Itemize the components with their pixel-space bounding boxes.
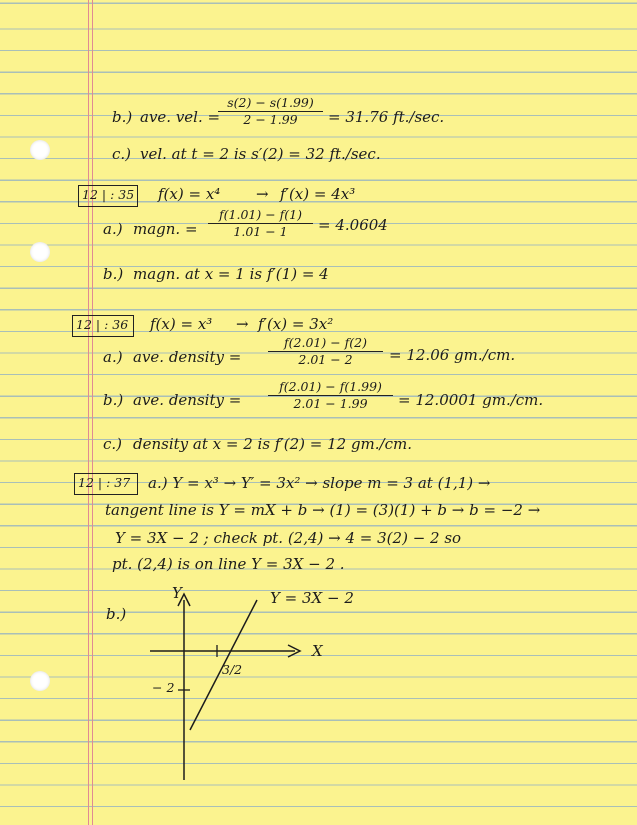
item-label: b.)	[103, 265, 124, 283]
problem-number: 12 | : 36	[76, 317, 129, 332]
expression-text: = 12.0001 gm./cm.	[398, 391, 544, 409]
expression-text: ave. vel. =	[140, 108, 221, 126]
item-label: b.)	[103, 391, 124, 409]
y-axis-label: Y	[172, 584, 182, 602]
denominator: 2.01 − 1.99	[293, 396, 368, 412]
item-label: a.)	[103, 348, 123, 366]
solution-line: a.) Y = x³ → Y′ = 3x² → slope m = 3 at (1,1) →	[148, 474, 491, 492]
derivative-text: f′(x) = 4x³	[280, 185, 356, 203]
arrow-text: →	[236, 315, 249, 333]
expression-text: ave. density =	[133, 348, 242, 366]
expression-text: magn. at x = 1 is f′(1) = 4	[133, 265, 329, 283]
expression-text: = 4.0604	[318, 216, 388, 234]
numerator: s(2) − s(1.99)	[227, 95, 314, 110]
expression-text: = 31.76 ft./sec.	[328, 108, 445, 126]
y-intercept-label: − 2	[152, 680, 175, 695]
arrow-text: →	[256, 185, 269, 203]
line-equation-label: Y = 3X − 2	[270, 589, 354, 607]
function-text: f(x) = x⁴	[158, 185, 221, 203]
item-label: a.)	[103, 220, 123, 238]
expression-text: density at x = 2 is f′(2) = 12 gm./cm.	[133, 435, 412, 453]
x-axis-label: X	[312, 642, 323, 660]
item-label: b.)	[106, 605, 127, 623]
expression-text: ave. density =	[133, 391, 242, 409]
denominator: 2.01 − 2	[298, 352, 353, 368]
numerator: f(2.01) − f(2)	[284, 335, 367, 350]
solution-line: Y = 3X − 2 ; check pt. (2,4) → 4 = 3(2) − 2 so	[115, 529, 462, 547]
expression-text: magn. =	[133, 220, 198, 238]
solution-line: tangent line is Y = mX + b → (1) = (3)(1) + b → b = −2 →	[105, 501, 541, 519]
function-text: f(x) = x³	[150, 315, 213, 333]
denominator: 1.01 − 1	[233, 224, 288, 240]
item-label: b.)	[112, 108, 133, 126]
problem-number: 12 | : 35	[82, 187, 135, 202]
numerator: f(1.01) − f(1)	[219, 207, 302, 222]
item-label: c.)	[103, 435, 123, 453]
problem-number: 12 | : 37	[78, 475, 131, 490]
numerator: f(2.01) − f(1.99)	[279, 379, 382, 394]
expression-text: = 12.06 gm./cm.	[389, 346, 516, 364]
item-label: c.)	[112, 145, 132, 163]
expression-text: vel. at t = 2 is s′(2) = 32 ft./sec.	[140, 145, 381, 163]
x-intercept-label: 3/2	[222, 662, 243, 677]
denominator: 2 − 1.99	[243, 112, 298, 128]
solution-line: pt. (2,4) is on line Y = 3X − 2 .	[112, 555, 345, 573]
derivative-text: f′(x) = 3x²	[258, 315, 334, 333]
